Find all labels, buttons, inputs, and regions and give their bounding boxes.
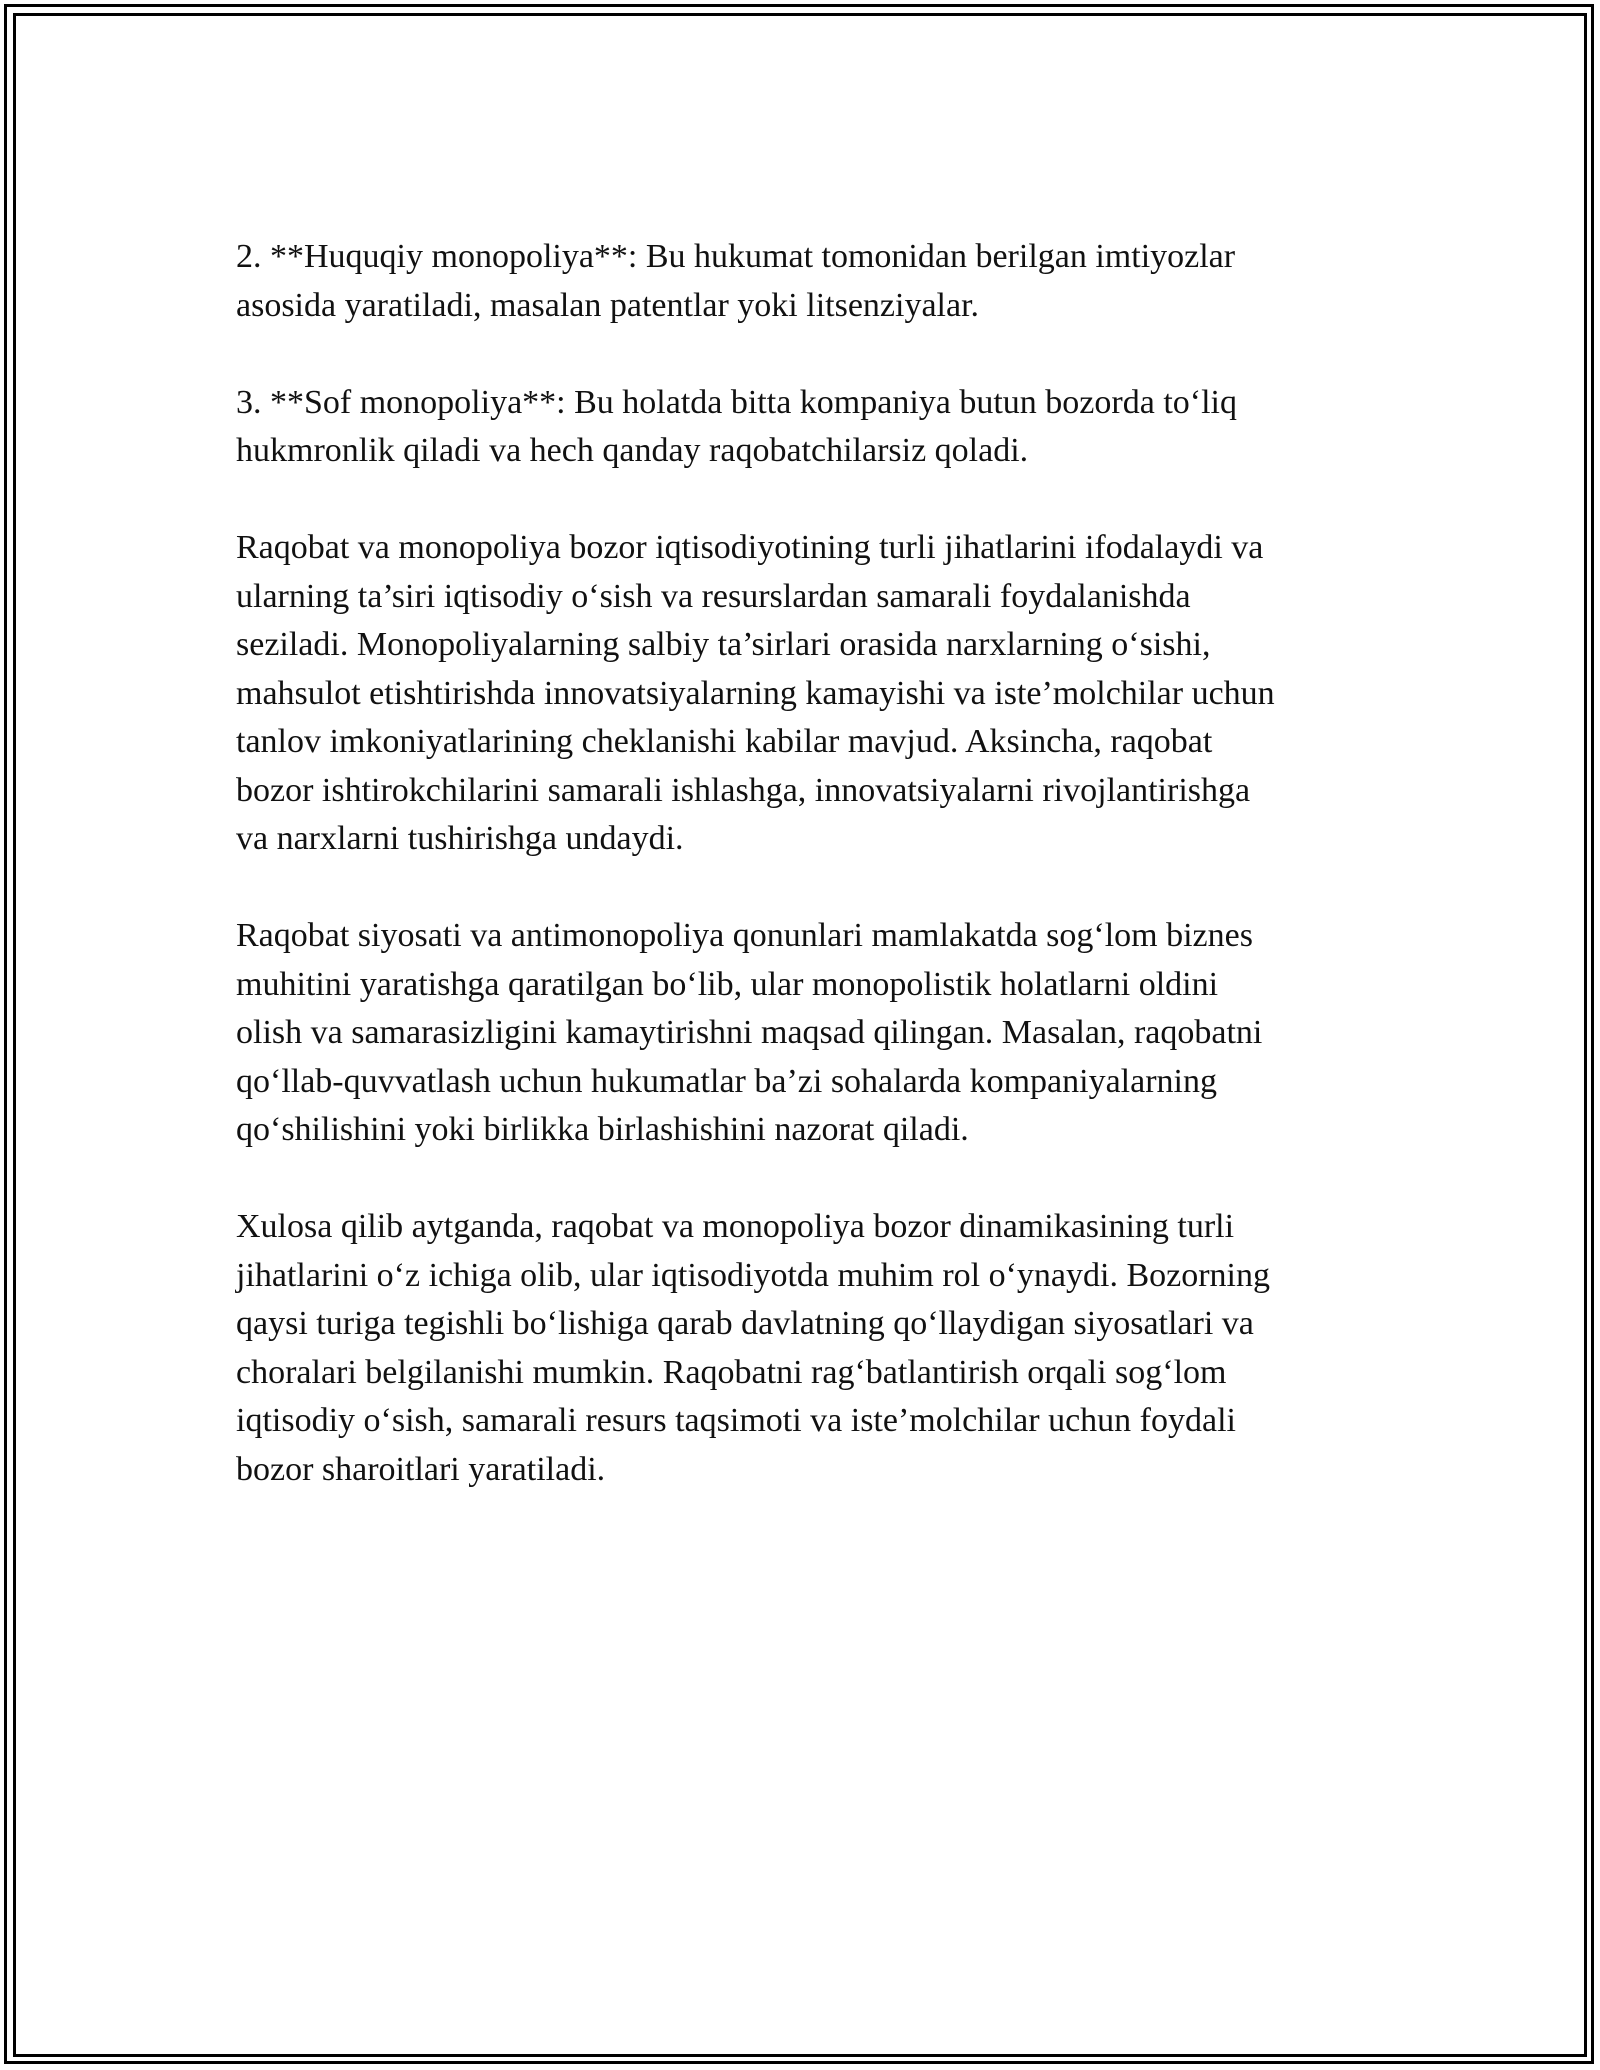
paragraph-competition-effects: Raqobat va monopoliya bozor iqtisodiyotining turli jihatlarini ifodalaydi va ularning ta’siri iqtisodiy o‘sish va resurslardan samarali foydalanishda seziladi. Monopoliyalarning salbiy ta’sirlari orasida narxlarning o‘sishi, mahsulot etishtirishda innovatsiyalarning kamayishi va iste’molchilar uchun tanlov imkoniyatlarining cheklanishi kabilar mavjud. Aksincha, raqobat bozor ishtirokchilarini samarali ishlashga, innovatsiyalarni rivojlantirishga va narxlarni tushirishga undaydi. xyxy=(236,529,1275,857)
paragraph-conclusion: Xulosa qilib aytganda, raqobat va monopoliya bozor dinamikasining turli jihatlarini o‘z ichiga olib, ular iqtisodiyotda muhim rol o‘ynaydi. Bozorning qaysi turiga tegishli bo‘lishiga qarab davlatning qo‘llaydigan siyosatlari va choralari belgilanishi mumkin. Raqobatni rag‘batlantirish orqali sog‘lom iqtisodiy o‘sish, samarali resurs taqsimoti va iste’molchilar uchun foydali bozor sharoitlari yaratiladi. xyxy=(236,1208,1270,1488)
paragraph-antimonopoly-policy: Raqobat siyosati va antimonopoliya qonunlari mamlakatda sog‘lom biznes muhitini yaratishga qaratilgan bo‘lib, ular monopolistik holatlarni oldini olish va samarasizligini kamaytirishni maqsad qilingan. Masalan, raqobatni qo‘llab-quvvatlash uchun hukumatlar ba’zi sohalarda kompaniyalarning qo‘shilishini yoki birlikka birlashishini nazorat qiladi. xyxy=(236,917,1263,1148)
paragraph-pure-monopoly: 3. **Sof monopoliya**: Bu holatda bitta kompaniya butun bozorda to‘liq hukmronlik qiladi va hech qanday raqobatchilarsiz qoladi. xyxy=(236,383,1237,469)
document-body xyxy=(236,233,1366,1543)
paragraph-legal-monopoly: 2. **Huquqiy monopoliya**: Bu hukumat tomonidan berilgan imtiyozlar asosida yaratiladi, masalan patentlar yoki litsenziyalar. xyxy=(236,238,1236,324)
